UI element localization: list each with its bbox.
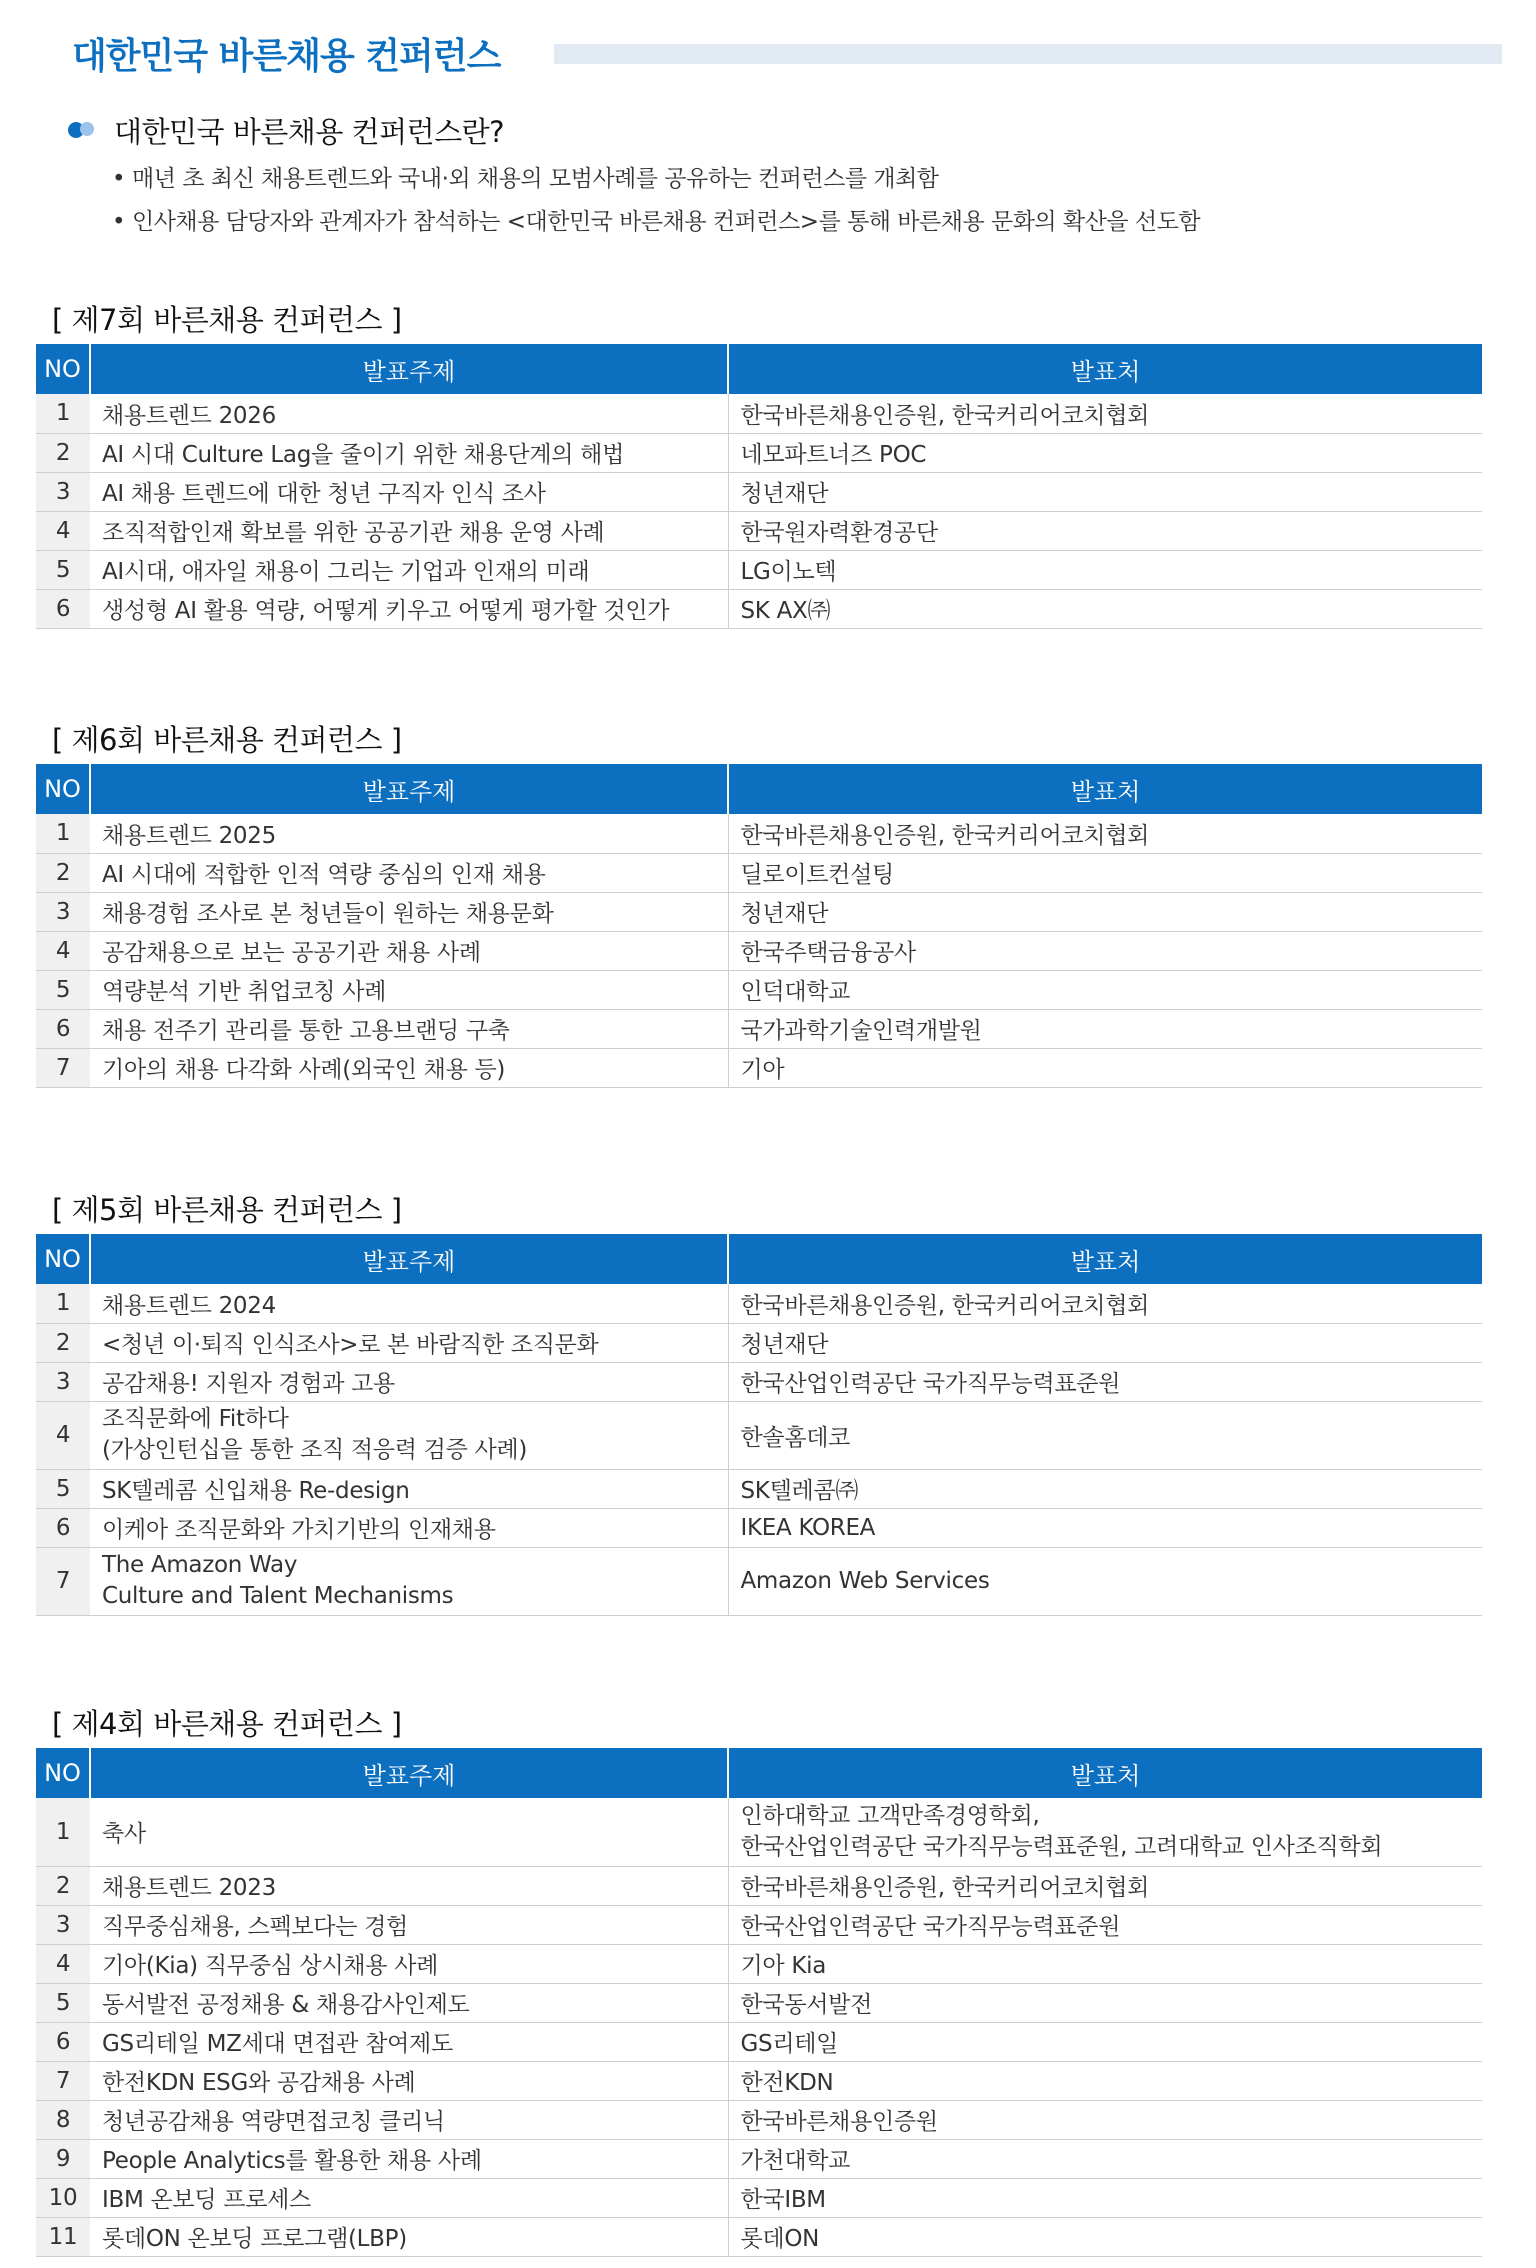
row-topic: [90, 814, 728, 853]
row-topic: [90, 394, 728, 433]
row-number: [36, 394, 90, 433]
table-row: [36, 814, 1482, 853]
row-number-text: 7: [55, 2067, 71, 2094]
row-presenter-text: 한국바른채용인증원, 한국커리어코치협회: [740, 402, 1150, 429]
row-topic-text: 채용 전주기 관리를 통한 고용브랜딩 구축: [102, 1018, 510, 1044]
row-presenter-text: 딜로이트컨설팅: [740, 862, 894, 888]
row-number: [36, 1048, 90, 1087]
row-presenter: [728, 2022, 1482, 2061]
row-presenter-text: GS리테일: [740, 2031, 839, 2057]
row-presenter: [728, 511, 1482, 550]
table-row: [36, 1905, 1482, 1944]
row-presenter: [728, 394, 1482, 433]
row-topic: [90, 1866, 728, 1905]
row-number: [36, 2178, 90, 2217]
presentation-table: [36, 1748, 1482, 2257]
title-decoration-bar: [554, 44, 1502, 64]
table-row: [36, 1508, 1482, 1547]
row-topic: [90, 2061, 728, 2100]
row-topic: [90, 1323, 728, 1362]
row-number: [36, 472, 90, 511]
row-topic-text: IBM 온보딩 프로세스: [102, 2187, 311, 2213]
row-presenter-text: 기아 Kia: [740, 1953, 827, 1979]
table-row: [36, 1866, 1482, 1905]
row-number: [36, 1401, 90, 1469]
row-presenter: [728, 433, 1482, 472]
row-topic: [90, 2139, 728, 2178]
intro-section: [68, 112, 1488, 244]
row-presenter: [728, 2178, 1482, 2217]
table-row: [36, 1009, 1482, 1048]
row-presenter-text: 한국IBM: [740, 2187, 826, 2213]
header-no: NO: [36, 1748, 90, 1798]
row-number-text: 1: [55, 1290, 71, 1317]
row-topic-text: 채용트렌드 2026: [102, 402, 276, 429]
row-presenter-text: SK텔레콤㈜: [740, 1478, 859, 1504]
section-title: [ 제6회 바른채용 컨퍼런스 ]: [52, 723, 402, 757]
row-number-text: 1: [55, 1818, 71, 1845]
row-presenter-text: 가천대학교: [740, 2148, 851, 2174]
row-presenter-text: 인덕대학교: [740, 979, 851, 1005]
row-number: [36, 2217, 90, 2256]
row-topic-text: 조직문화에 Fit하다 (가상인턴십을 통한 조직 적응력 검증 사례): [102, 1406, 528, 1463]
row-topic-text: AI 시대 Culture Lag을 줄이기 위한 채용단계의 해법: [102, 442, 624, 468]
row-number: [36, 2061, 90, 2100]
table-row: [36, 1323, 1482, 1362]
section-title: [ 제5회 바른채용 컨퍼런스 ]: [52, 1193, 402, 1227]
row-number-text: 2: [55, 1329, 71, 1356]
row-presenter: [728, 1009, 1482, 1048]
row-number: [36, 1284, 90, 1323]
row-topic: [90, 1284, 728, 1323]
table-row: [36, 1944, 1482, 1983]
table-row: [36, 550, 1482, 589]
header-no: NO: [36, 344, 90, 394]
row-topic-text: 채용트렌드 2025: [102, 822, 276, 849]
row-topic-text: 역량분석 기반 취업코칭 사례: [102, 979, 387, 1005]
row-topic: [90, 1048, 728, 1087]
row-number-text: 8: [55, 2106, 71, 2133]
row-topic: [90, 892, 728, 931]
row-number: [36, 931, 90, 970]
header-presenter: 발표처: [728, 1748, 1482, 1798]
table-row: [36, 1798, 1482, 1866]
row-number: [36, 2022, 90, 2061]
row-number: [36, 2139, 90, 2178]
row-presenter: [728, 2100, 1482, 2139]
row-number-text: 6: [55, 1015, 71, 1042]
row-topic-text: AI 채용 트렌드에 대한 청년 구직자 인식 조사: [102, 481, 546, 507]
row-number-text: 2: [55, 1872, 71, 1899]
row-presenter: [728, 931, 1482, 970]
row-topic: [90, 472, 728, 511]
row-number-text: 2: [55, 859, 71, 886]
row-topic-text: 생성형 AI 활용 역량, 어떻게 키우고 어떻게 평가할 것인가: [102, 598, 670, 624]
table-row: [36, 589, 1482, 628]
row-topic-text: 롯데ON 온보딩 프로그램(LBP): [102, 2226, 407, 2252]
table-header-row: [36, 1748, 1482, 1798]
row-topic: [90, 1469, 728, 1508]
row-topic-text: 동서발전 공정채용 & 채용감사인제도: [102, 1992, 470, 2018]
row-number: [36, 589, 90, 628]
row-number-text: 4: [55, 517, 71, 544]
row-presenter-text: 한국바른채용인증원, 한국커리어코치협회: [740, 822, 1150, 849]
row-number: [36, 511, 90, 550]
row-topic: [90, 1401, 728, 1469]
row-topic-text: GS리테일 MZ세대 면접관 참여제도: [102, 2031, 453, 2057]
row-topic-text: AI시대, 애자일 채용이 그리는 기업과 인재의 미래: [102, 559, 590, 585]
row-topic: [90, 2100, 728, 2139]
row-topic-text: 축사: [102, 1821, 146, 1848]
row-presenter-text: 인하대학교 고객만족경영학회, 한국산업인력공단 국가직무능력표준원, 고려대학교 인사조직학회: [740, 1802, 1383, 1860]
row-number-text: 2: [55, 439, 71, 466]
row-presenter: [728, 1401, 1482, 1469]
table-header-row: [36, 764, 1482, 814]
row-presenter-text: 한국산업인력공단 국가직무능력표준원: [740, 1914, 1121, 1940]
table-row: [36, 970, 1482, 1009]
row-topic: [90, 931, 728, 970]
row-number-text: 1: [55, 400, 71, 427]
table-header-row: [36, 344, 1482, 394]
row-topic: [90, 1508, 728, 1547]
row-topic: [90, 511, 728, 550]
intro-bullet: [112, 158, 1488, 201]
row-presenter-text: 한솔홈데코: [740, 1424, 851, 1451]
row-number: [36, 2100, 90, 2139]
row-number-text: 3: [55, 478, 71, 505]
header-no: NO: [36, 1234, 90, 1284]
row-presenter: [728, 1508, 1482, 1547]
row-presenter: [728, 1323, 1482, 1362]
row-topic-text: <청년 이·퇴직 인식조사>로 본 바람직한 조직문화: [102, 1332, 599, 1358]
row-number-text: 4: [55, 937, 71, 964]
row-topic-text: People Analytics를 활용한 채용 사례: [102, 2148, 482, 2174]
row-topic: [90, 589, 728, 628]
row-number: [36, 1866, 90, 1905]
intro-heading-row: [68, 112, 1488, 148]
row-presenter: [728, 550, 1482, 589]
table-row: [36, 511, 1482, 550]
row-presenter: [728, 892, 1482, 931]
table-row: [36, 2061, 1482, 2100]
row-presenter: [728, 1048, 1482, 1087]
header-presenter: 발표처: [728, 344, 1482, 394]
row-number-text: 9: [55, 2145, 71, 2172]
page-title: 대한민국 바른채용 컨퍼런스: [72, 36, 501, 77]
row-topic-text: 기아(Kia) 직무중심 상시채용 사례: [102, 1953, 439, 1979]
table-row: [36, 892, 1482, 931]
row-topic: [90, 1905, 728, 1944]
table-row: [36, 2217, 1482, 2256]
row-presenter-text: 한국원자력환경공단: [740, 520, 938, 546]
row-topic-text: The Amazon Way Culture and Talent Mechanisms: [102, 1552, 454, 1609]
presentation-table: [36, 764, 1482, 1088]
row-presenter-text: 네모파트너즈 POC: [740, 442, 927, 468]
row-presenter-text: 청년재단: [740, 481, 829, 507]
row-topic-text: AI 시대에 적합한 인적 역량 중심의 인재 채용: [102, 862, 546, 888]
row-presenter: [728, 1905, 1482, 1944]
row-presenter: [728, 2061, 1482, 2100]
row-presenter-text: 한전KDN: [740, 2070, 834, 2096]
row-presenter-text: 한국바른채용인증원, 한국커리어코치협회: [740, 1292, 1150, 1319]
intro-heading: 대한민국 바른채용 컨퍼런스란?: [114, 114, 505, 149]
table-row: [36, 1362, 1482, 1401]
row-number-text: 6: [55, 595, 71, 622]
presentation-table: [36, 344, 1482, 629]
row-presenter-text: 기아: [740, 1057, 785, 1083]
row-number: [36, 433, 90, 472]
row-topic: [90, 970, 728, 1009]
row-presenter-text: 한국주택금융공사: [740, 940, 916, 966]
row-number: [36, 1944, 90, 1983]
row-presenter: [728, 1362, 1482, 1401]
row-presenter: [728, 1547, 1482, 1615]
row-topic-text: 채용트렌드 2023: [102, 1875, 276, 1901]
intro-bullet-text: 인사채용 담당자와 관계자가 참석하는 <대한민국 바른채용 컨퍼런스>를 통해 바른채용 문화의 확산을 선도함: [132, 209, 1201, 235]
bullet-dot-icon: •: [112, 209, 126, 235]
row-presenter-text: 롯데ON: [740, 2226, 820, 2252]
header-topic: 발표주제: [90, 1748, 728, 1798]
row-number-text: 4: [55, 1422, 71, 1448]
row-number-text: 3: [55, 1368, 71, 1395]
row-number-text: 4: [55, 1950, 71, 1977]
row-topic-text: 기아의 채용 다각화 사례(외국인 채용 등): [102, 1057, 506, 1083]
row-topic-text: 채용트렌드 2024: [102, 1292, 276, 1319]
row-number-text: 5: [55, 556, 71, 583]
row-topic: [90, 1547, 728, 1615]
row-presenter-text: Amazon Web Services: [740, 1568, 990, 1594]
row-presenter: [728, 970, 1482, 1009]
row-number-text: 3: [55, 1911, 71, 1938]
table-row: [36, 2139, 1482, 2178]
row-topic-text: SK텔레콤 신입채용 Re-design: [102, 1478, 410, 1504]
row-number-text: 10: [48, 2184, 78, 2211]
row-number-text: 3: [55, 898, 71, 925]
row-topic-text: 공감채용! 지원자 경험과 고용: [102, 1371, 395, 1397]
row-presenter: [728, 2217, 1482, 2256]
section-title: [ 제4회 바른채용 컨퍼런스 ]: [52, 1707, 402, 1741]
row-presenter: [728, 1284, 1482, 1323]
row-topic-text: 공감채용으로 보는 공공기관 채용 사례: [102, 940, 481, 966]
table-header-row: [36, 1234, 1482, 1284]
row-presenter-text: 한국바른채용인증원: [740, 2109, 938, 2135]
row-number-text: 7: [55, 1054, 71, 1081]
row-number-text: 5: [55, 1989, 71, 2016]
row-topic-text: 직무중심채용, 스펙보다는 경험: [102, 1914, 408, 1940]
header-topic: 발표주제: [90, 1234, 728, 1284]
row-topic-text: 한전KDN ESG와 공감채용 사례: [102, 2070, 416, 2096]
row-number: [36, 1323, 90, 1362]
row-number: [36, 550, 90, 589]
row-presenter-text: 한국동서발전: [740, 1992, 873, 2018]
conference-section-4: [36, 1700, 1482, 2257]
row-presenter: [728, 1983, 1482, 2022]
row-topic: [90, 1009, 728, 1048]
header-topic: 발표주제: [90, 344, 728, 394]
row-presenter: [728, 2139, 1482, 2178]
header-presenter: 발표처: [728, 1234, 1482, 1284]
bullet-dots-icon: [68, 120, 102, 140]
row-presenter-text: 청년재단: [740, 1332, 829, 1358]
table-row: [36, 1284, 1482, 1323]
intro-bullet-list: [68, 158, 1488, 244]
row-presenter-text: LG이노텍: [740, 559, 837, 585]
section-title: [ 제7회 바른채용 컨퍼런스 ]: [52, 303, 402, 337]
row-presenter-text: 청년재단: [740, 901, 829, 927]
row-number: [36, 1362, 90, 1401]
row-presenter: [728, 814, 1482, 853]
row-number: [36, 1547, 90, 1615]
row-presenter: [728, 472, 1482, 511]
row-presenter: [728, 1469, 1482, 1508]
row-topic: [90, 550, 728, 589]
header-topic: 발표주제: [90, 764, 728, 814]
row-topic: [90, 433, 728, 472]
row-number-text: 5: [55, 1475, 71, 1502]
row-topic: [90, 1362, 728, 1401]
row-presenter: [728, 1944, 1482, 1983]
page-header: [72, 28, 1502, 80]
table-row: [36, 472, 1482, 511]
bullet-dot-icon: •: [112, 166, 126, 192]
row-topic: [90, 1944, 728, 1983]
row-topic-text: 채용경험 조사로 본 청년들이 원하는 채용문화: [102, 901, 554, 927]
row-presenter: [728, 853, 1482, 892]
table-row: [36, 1547, 1482, 1615]
conference-section-6: [36, 716, 1482, 1088]
row-number-text: 5: [55, 976, 71, 1003]
header-presenter: 발표처: [728, 764, 1482, 814]
row-number: [36, 1798, 90, 1866]
row-topic-text: 이케아 조직문화와 가치기반의 인재채용: [102, 1517, 496, 1543]
row-number: [36, 853, 90, 892]
row-number: [36, 970, 90, 1009]
table-row: [36, 1048, 1482, 1087]
row-number: [36, 814, 90, 853]
header-no: NO: [36, 764, 90, 814]
table-row: [36, 2022, 1482, 2061]
row-presenter-text: SK AX㈜: [740, 598, 831, 624]
table-row: [36, 2178, 1482, 2217]
intro-bullet-text: 매년 초 최신 채용트렌드와 국내·외 채용의 모범사례를 공유하는 컨퍼런스를 개최함: [132, 166, 939, 192]
row-number-text: 1: [55, 820, 71, 847]
row-number-text: 6: [55, 2028, 71, 2055]
table-row: [36, 931, 1482, 970]
row-topic: [90, 2178, 728, 2217]
intro-bullet: [112, 201, 1488, 244]
row-presenter: [728, 1798, 1482, 1866]
row-presenter-text: 국가과학기술인력개발원: [740, 1018, 982, 1044]
conference-section-5: [36, 1186, 1482, 1616]
table-row: [36, 1469, 1482, 1508]
conference-section-7: [36, 296, 1482, 629]
table-row: [36, 1983, 1482, 2022]
row-number-text: 6: [55, 1514, 71, 1541]
row-presenter-text: 한국산업인력공단 국가직무능력표준원: [740, 1371, 1121, 1397]
table-row: [36, 1401, 1482, 1469]
table-row: [36, 853, 1482, 892]
row-topic-text: 조직적합인재 확보를 위한 공공기관 채용 운영 사례: [102, 520, 605, 546]
row-number: [36, 1508, 90, 1547]
row-topic: [90, 2217, 728, 2256]
table-row: [36, 433, 1482, 472]
row-number: [36, 1009, 90, 1048]
row-presenter-text: 한국바른채용인증원, 한국커리어코치협회: [740, 1875, 1150, 1901]
row-presenter: [728, 589, 1482, 628]
table-row: [36, 2100, 1482, 2139]
row-number: [36, 892, 90, 931]
row-number: [36, 1469, 90, 1508]
row-topic-text: 청년공감채용 역량면접코칭 클리닉: [102, 2109, 445, 2135]
row-topic: [90, 2022, 728, 2061]
row-number: [36, 1983, 90, 2022]
row-number-text: 11: [48, 2223, 78, 2250]
row-presenter: [728, 1866, 1482, 1905]
presentation-table: [36, 1234, 1482, 1616]
row-topic: [90, 1798, 728, 1866]
row-presenter-text: IKEA KOREA: [740, 1514, 876, 1541]
row-topic: [90, 1983, 728, 2022]
row-number-text: 7: [55, 1568, 71, 1594]
row-number: [36, 1905, 90, 1944]
table-row: [36, 394, 1482, 433]
row-topic: [90, 853, 728, 892]
